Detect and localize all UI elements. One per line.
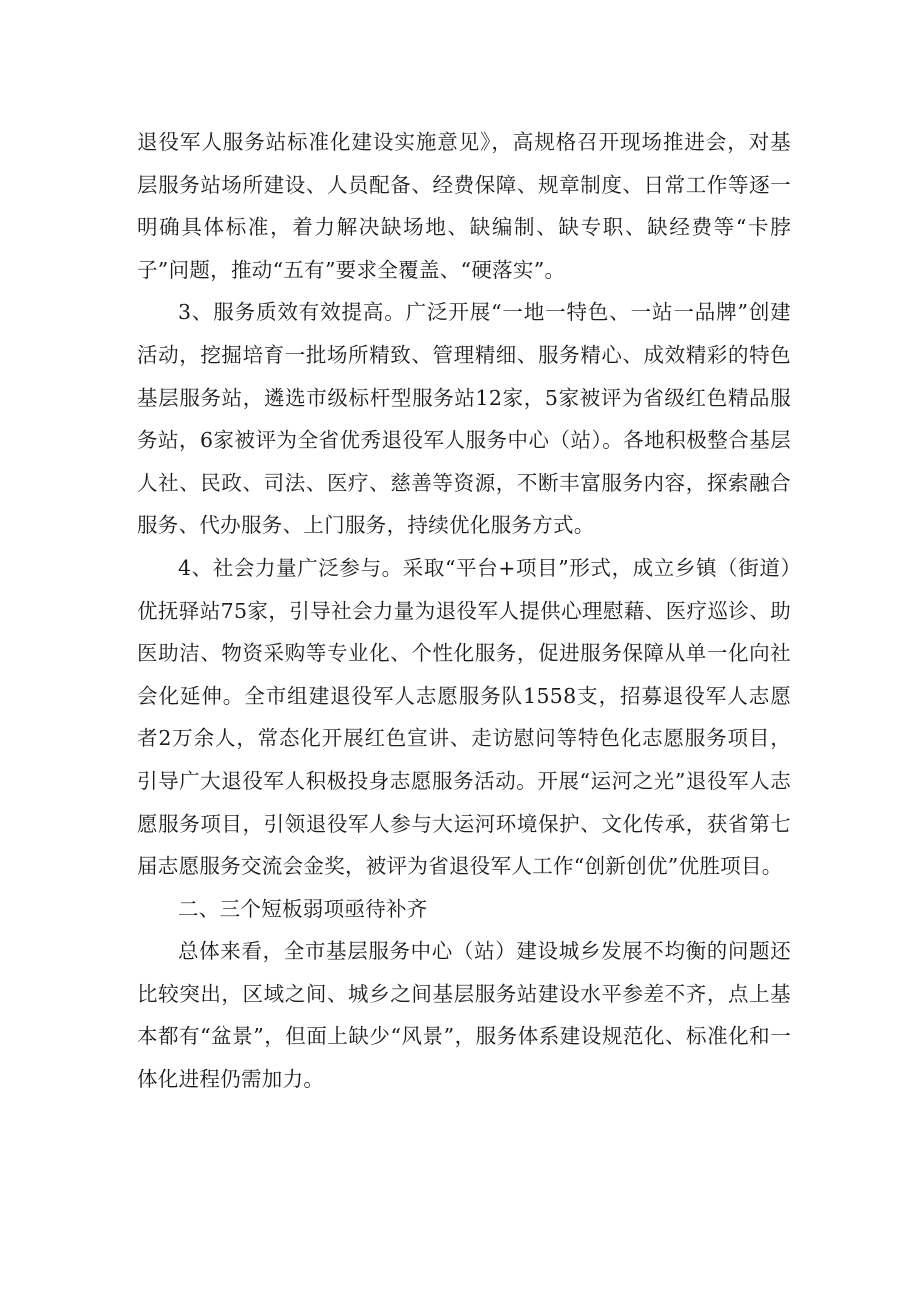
paragraph-service-quality: 3、服务质效有效提高。广泛开展“一地一特色、一站一品牌”创建活动，挖掘培育一批场所精致、管理精细、服务精心、成效精彩的特色基层服务站，遴选市级标杆型服务站12家，5家被评为省级红色精品服务站，6家被评为全省优秀退役军人服务中心（站）。各地积极整合基层人社、民政、司法、医疗、慈善等资源，不断丰富服务内容，探索融合服务、代办服务、上门服务，持续优化服务方式。 — [137, 300, 791, 538]
paragraph-summary: 总体来看，全市基层服务中心（站）建设城乡发展不均衡的问题还比较突出，区域之间、城乡之间基层服务站建设水平参差不齐，点上基本都有“盆景”，但面上缺少“风景”，服务体系建设规范化、标准化和一体化进程仍需加力。 — [137, 939, 791, 1092]
document-body — [137, 121, 791, 1101]
paragraph-social-participation: 4、社会力量广泛参与。采取“平台+项目”形式，成立乡镇（街道）优抚驿站75家，引导社会力量为退役军人提供心理慰藉、医疗巡诊、助医助洁、物资采购等专业化、个性化服务，促进服务保障从单一化向社会化延伸。全市组建退役军人志愿服务队1558支，招募退役军人志愿者2万余人，常态化开展红色宣讲、走访慰问等特色化志愿服务项目，引导广大退役军人积极投身志愿服务活动。开展“运河之光”退役军人志愿服务项目，引领退役军人参与大运河环境保护、文化传承，获省第七届志愿服务交流会金奖，被评为省退役军人工作“创新创优”优胜项目。 — [137, 555, 791, 879]
paragraph-continuation: 退役军人服务站标准化建设实施意见》，高规格召开现场推进会，对基层服务站场所建设、人员配备、经费保障、规章制度、日常工作等逐一明确具体标准，着力解决缺场地、缺编制、缺专职、缺经费等“卡脖子”问题，推动“五有”要求全覆盖、“硬落实”。 — [137, 130, 791, 282]
section-heading: 二、三个短板弱项亟待补齐 — [178, 896, 428, 921]
